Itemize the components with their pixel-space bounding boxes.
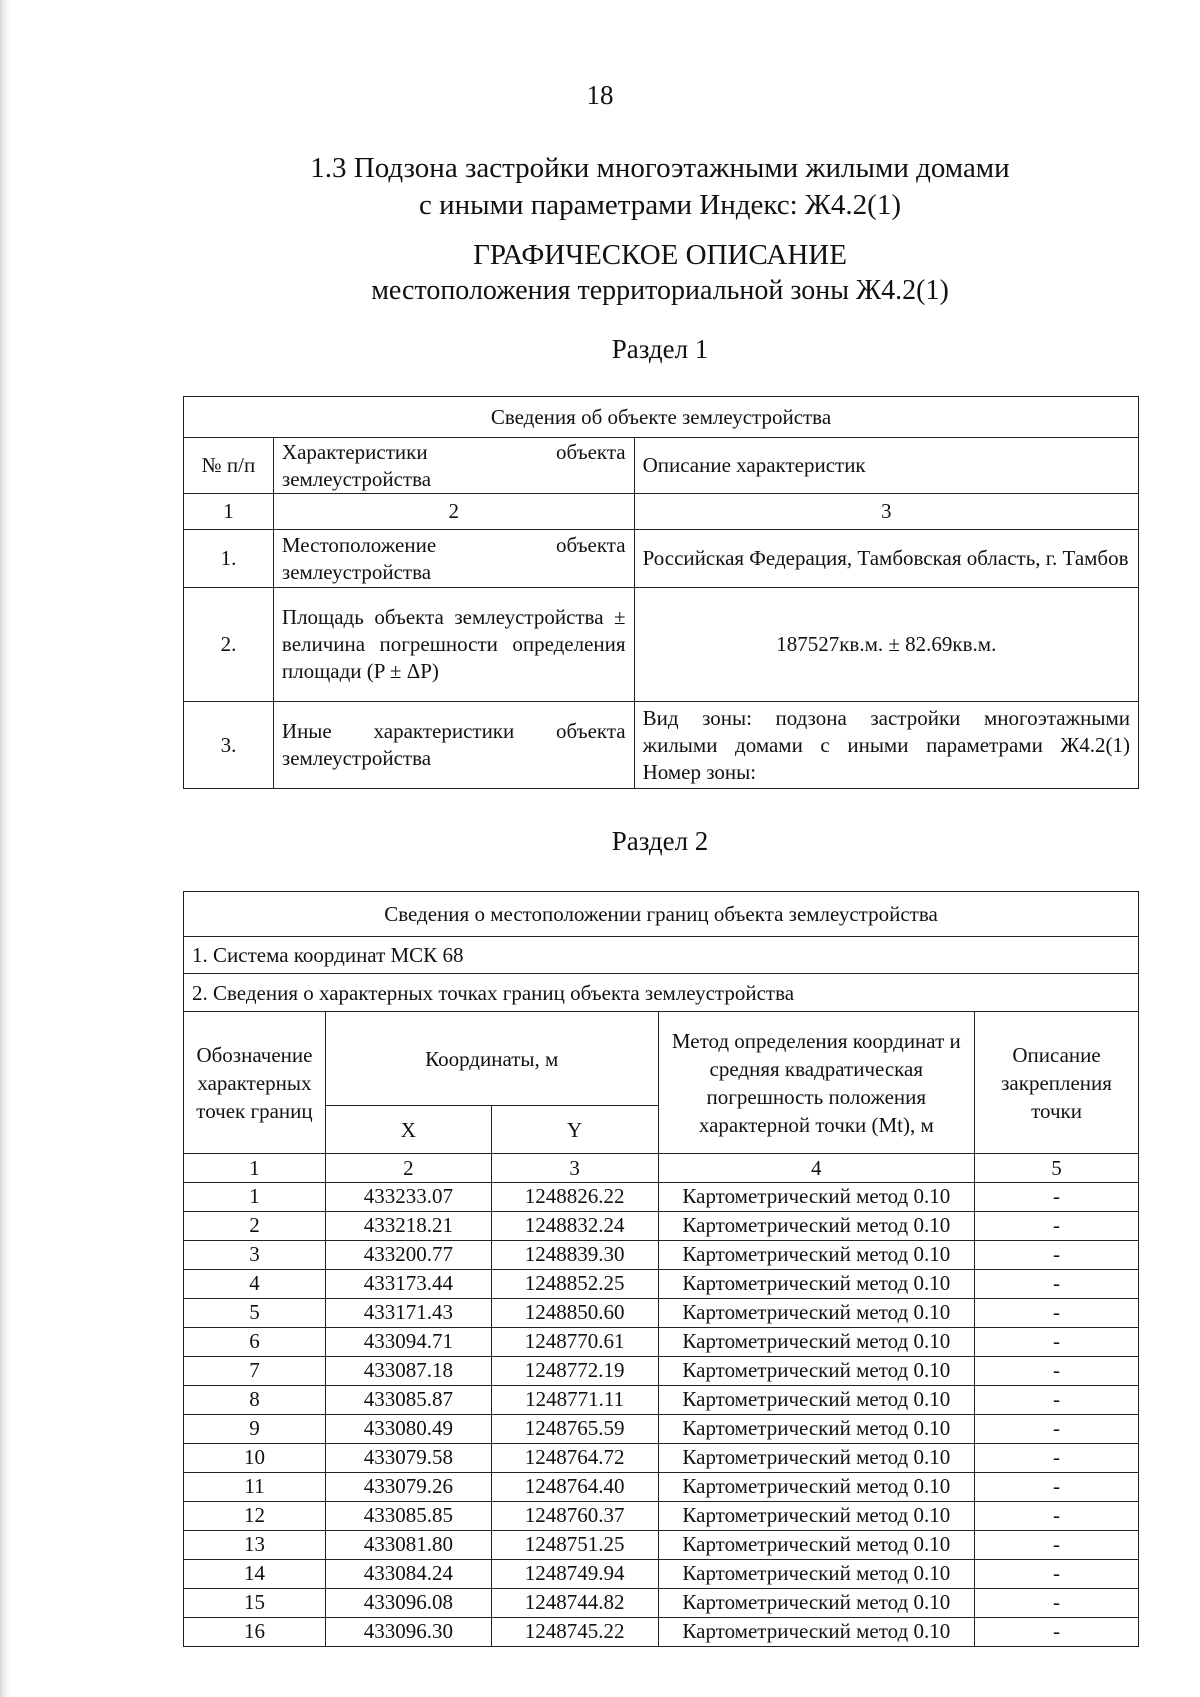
point-id: 16 xyxy=(184,1618,326,1647)
table-row xyxy=(184,1589,1139,1618)
method-cell: Картометрический метод 0.10 xyxy=(658,1241,975,1270)
method-cell: Картометрический метод 0.10 xyxy=(658,1473,975,1502)
header-number: 1 xyxy=(184,494,274,530)
header-number: 1 xyxy=(184,1154,326,1183)
point-id: 7 xyxy=(184,1357,326,1386)
header-number: 3 xyxy=(491,1154,658,1183)
coord-x: 433085.85 xyxy=(325,1502,491,1531)
point-id: 6 xyxy=(184,1328,326,1357)
table-row xyxy=(184,1357,1139,1386)
section-2-label: Раздел 2 xyxy=(611,826,709,856)
method-cell: Картометрический метод 0.10 xyxy=(658,1560,975,1589)
row-description: Вид зоны: подзона застройки многоэтажными жилыми домами с иными параметрами Ж4.2(1) Номер зоны: xyxy=(634,702,1138,789)
coord-y: 1248764.40 xyxy=(491,1473,658,1502)
method-cell: Картометрический метод 0.10 xyxy=(658,1357,975,1386)
coord-y: 1248744.82 xyxy=(491,1589,658,1618)
heading-line-1: 1.3 Подзона застройки многоэтажными жилыми домами xyxy=(310,152,1010,184)
fix-cell: - xyxy=(975,1241,1139,1270)
row-name: Площадь объекта землеустройства ± величина погрешности определения площади (P ± ΔP) xyxy=(273,588,634,702)
table-row xyxy=(184,702,1139,789)
table-row xyxy=(184,1531,1139,1560)
table-row xyxy=(184,1415,1139,1444)
method-cell: Картометрический метод 0.10 xyxy=(658,1531,975,1560)
coord-x: 433233.07 xyxy=(325,1183,491,1212)
coord-x: 433094.71 xyxy=(325,1328,491,1357)
point-id: 9 xyxy=(184,1415,326,1444)
point-id: 10 xyxy=(184,1444,326,1473)
coord-y: 1248771.11 xyxy=(491,1386,658,1415)
fix-cell: - xyxy=(975,1473,1139,1502)
table-row xyxy=(184,1444,1139,1473)
coord-x: 433080.49 xyxy=(325,1415,491,1444)
header-cell: Координаты, м xyxy=(325,1012,658,1106)
point-id: 15 xyxy=(184,1589,326,1618)
method-cell: Картометрический метод 0.10 xyxy=(658,1386,975,1415)
method-cell: Картометрический метод 0.10 xyxy=(658,1328,975,1357)
fix-cell: - xyxy=(975,1357,1139,1386)
table-row xyxy=(184,1299,1139,1328)
method-cell: Картометрический метод 0.10 xyxy=(658,1502,975,1531)
point-id: 1 xyxy=(184,1183,326,1212)
coord-x: 433079.58 xyxy=(325,1444,491,1473)
page-number: 18 xyxy=(586,80,614,110)
method-cell: Картометрический метод 0.10 xyxy=(658,1299,975,1328)
header-number: 4 xyxy=(658,1154,975,1183)
header-number: 3 xyxy=(634,494,1138,530)
fix-cell: - xyxy=(975,1212,1139,1241)
header-number: 5 xyxy=(975,1154,1139,1183)
table-row xyxy=(184,1618,1139,1647)
header-number: 2 xyxy=(273,494,634,530)
coord-x: 433171.43 xyxy=(325,1299,491,1328)
object-info-table xyxy=(183,396,1139,789)
coordinate-system: 1. Система координат МСК 68 xyxy=(184,937,1139,974)
point-id: 3 xyxy=(184,1241,326,1270)
coord-x: 433200.77 xyxy=(325,1241,491,1270)
fix-cell: - xyxy=(975,1183,1139,1212)
coord-y: 1248749.94 xyxy=(491,1560,658,1589)
heading-line-2: с иными параметрами Индекс: Ж4.2(1) xyxy=(419,189,901,221)
row-number: 2. xyxy=(184,588,274,702)
fix-cell: - xyxy=(975,1618,1139,1647)
table-row xyxy=(184,1502,1139,1531)
table-row xyxy=(184,1270,1139,1299)
fix-cell: - xyxy=(975,1589,1139,1618)
fix-cell: - xyxy=(975,1299,1139,1328)
point-id: 13 xyxy=(184,1531,326,1560)
coord-x: 433096.08 xyxy=(325,1589,491,1618)
table-row xyxy=(184,1560,1139,1589)
point-id: 2 xyxy=(184,1212,326,1241)
header-cell: Y xyxy=(491,1106,658,1154)
coord-x: 433218.21 xyxy=(325,1212,491,1241)
coord-y: 1248839.30 xyxy=(491,1241,658,1270)
row-number: 3. xyxy=(184,702,274,789)
header-number: 2 xyxy=(325,1154,491,1183)
table-row xyxy=(184,1241,1139,1270)
method-cell: Картометрический метод 0.10 xyxy=(658,1270,975,1299)
coord-y: 1248832.24 xyxy=(491,1212,658,1241)
header-cell: Характеристики объекта землеустройства xyxy=(273,438,634,494)
row-name: Иные характеристики объекта землеустройства xyxy=(273,702,634,789)
coord-y: 1248764.72 xyxy=(491,1444,658,1473)
point-id: 4 xyxy=(184,1270,326,1299)
fix-cell: - xyxy=(975,1502,1139,1531)
coord-y: 1248826.22 xyxy=(491,1183,658,1212)
document-heading xyxy=(0,150,1200,224)
method-cell: Картометрический метод 0.10 xyxy=(658,1183,975,1212)
row-number: 1. xyxy=(184,530,274,588)
coord-y: 1248765.59 xyxy=(491,1415,658,1444)
coord-y: 1248751.25 xyxy=(491,1531,658,1560)
header-cell: № п/п xyxy=(184,438,274,494)
method-cell: Картометрический метод 0.10 xyxy=(658,1589,975,1618)
document-subheading xyxy=(0,238,1200,308)
point-id: 11 xyxy=(184,1473,326,1502)
fix-cell: - xyxy=(975,1444,1139,1473)
method-cell: Картометрический метод 0.10 xyxy=(658,1415,975,1444)
coord-x: 433084.24 xyxy=(325,1560,491,1589)
fix-cell: - xyxy=(975,1328,1139,1357)
header-cell: Описание закрепления точки xyxy=(975,1012,1139,1154)
fix-cell: - xyxy=(975,1560,1139,1589)
table-title: Сведения о местоположении границ объекта землеустройства xyxy=(184,892,1139,937)
header-cell: Обозначение характерных точек границ xyxy=(184,1012,326,1154)
fix-cell: - xyxy=(975,1531,1139,1560)
table-row xyxy=(184,1183,1139,1212)
row-description: Российская Федерация, Тамбовская область, г. Тамбов xyxy=(634,530,1138,588)
method-cell: Картометрический метод 0.10 xyxy=(658,1618,975,1647)
header-cell: Метод определения координат и средняя квадратическая погрешность положения характерной точки (Mt), м xyxy=(658,1012,975,1154)
row-description: 187527кв.м. ± 82.69кв.м. xyxy=(634,588,1138,702)
subheading-subtitle: местоположения территориальной зоны Ж4.2(1) xyxy=(371,275,949,306)
table-row xyxy=(184,1386,1139,1415)
method-cell: Картометрический метод 0.10 xyxy=(658,1444,975,1473)
fix-cell: - xyxy=(975,1386,1139,1415)
coord-y: 1248760.37 xyxy=(491,1502,658,1531)
coord-y: 1248772.19 xyxy=(491,1357,658,1386)
coord-x: 433173.44 xyxy=(325,1270,491,1299)
coord-x: 433087.18 xyxy=(325,1357,491,1386)
table-row xyxy=(184,1328,1139,1357)
row-name: Местоположение объекта землеустройства xyxy=(273,530,634,588)
points-body xyxy=(184,1183,1139,1647)
coord-y: 1248852.25 xyxy=(491,1270,658,1299)
boundary-points-table xyxy=(183,891,1139,1647)
header-cell: X xyxy=(325,1106,491,1154)
point-id: 8 xyxy=(184,1386,326,1415)
coord-x: 433085.87 xyxy=(325,1386,491,1415)
fix-cell: - xyxy=(975,1415,1139,1444)
method-cell: Картометрический метод 0.10 xyxy=(658,1212,975,1241)
subheading-title: ГРАФИЧЕСКОЕ ОПИСАНИЕ xyxy=(473,239,847,271)
header-cell: Описание характеристик xyxy=(634,438,1138,494)
table-title: Сведения об объекте землеустройства xyxy=(184,397,1139,438)
point-id: 5 xyxy=(184,1299,326,1328)
coord-x: 433079.26 xyxy=(325,1473,491,1502)
table-row xyxy=(184,1473,1139,1502)
coord-y: 1248745.22 xyxy=(491,1618,658,1647)
coord-x: 433096.30 xyxy=(325,1618,491,1647)
table-row xyxy=(184,588,1139,702)
fix-cell: - xyxy=(975,1270,1139,1299)
coord-y: 1248770.61 xyxy=(491,1328,658,1357)
table-row xyxy=(184,1212,1139,1241)
section-1-label: Раздел 1 xyxy=(611,334,709,364)
point-id: 14 xyxy=(184,1560,326,1589)
table-row xyxy=(184,530,1139,588)
coord-y: 1248850.60 xyxy=(491,1299,658,1328)
coord-x: 433081.80 xyxy=(325,1531,491,1560)
points-title: 2. Сведения о характерных точках границ объекта землеустройства xyxy=(184,974,1139,1012)
point-id: 12 xyxy=(184,1502,326,1531)
